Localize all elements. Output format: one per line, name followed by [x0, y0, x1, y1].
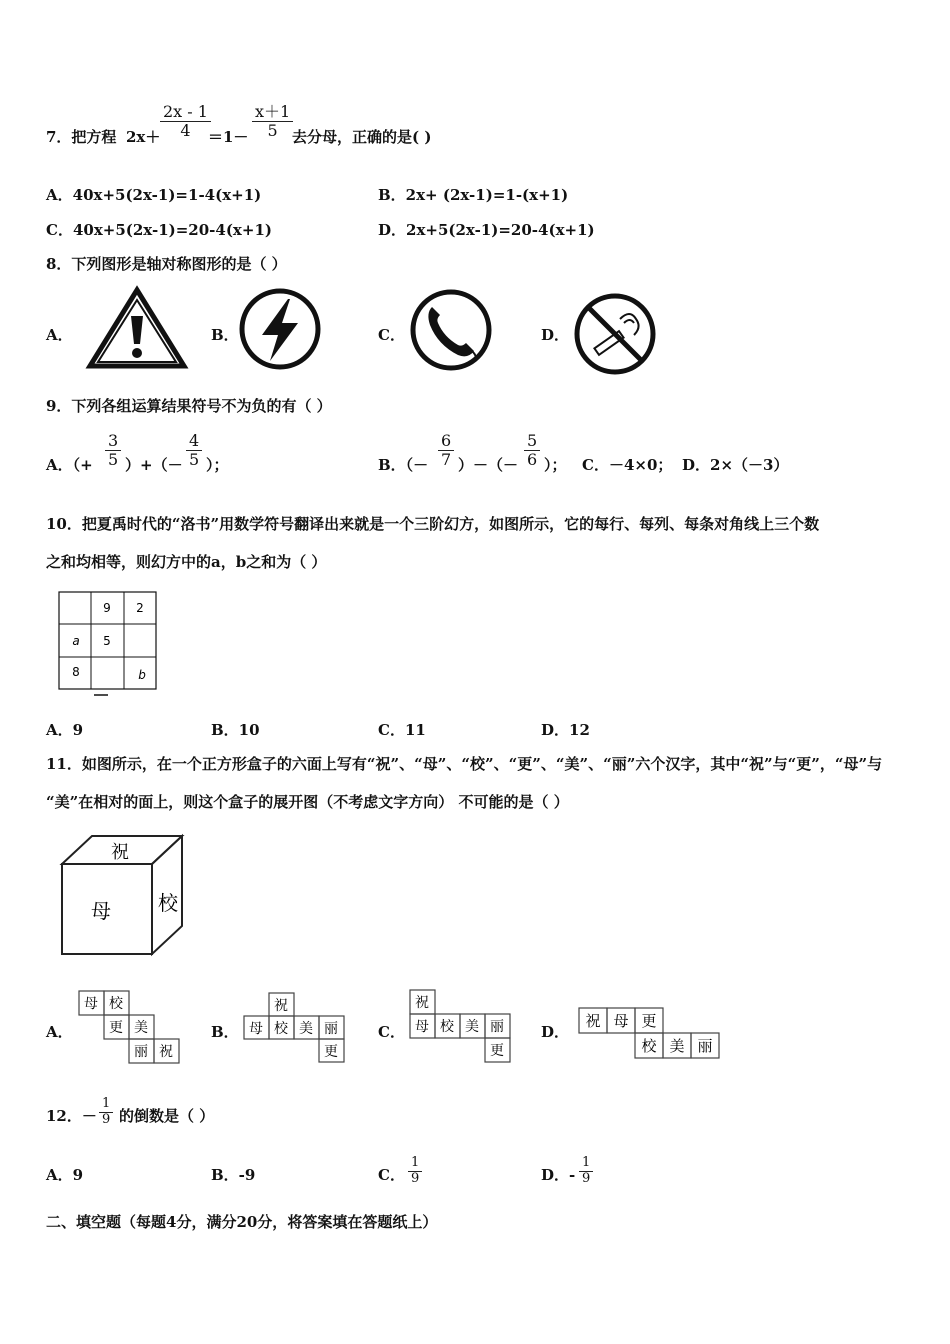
- q12-option-d-fraction: [579, 1156, 593, 1187]
- q7-stem-suffix: 去分母，正确的是( ): [292, 128, 432, 146]
- q12-prefix: 12．－: [46, 1107, 97, 1125]
- net-b-face: 祝: [274, 998, 288, 1014]
- q10-option-c[interactable]: C．11: [378, 721, 426, 739]
- q10-option-d[interactable]: D．12: [541, 721, 590, 739]
- q9-b-frac1-den: 7: [441, 450, 452, 470]
- q9-a-end: ）；: [206, 456, 229, 474]
- q11-label-b[interactable]: B．: [211, 1023, 239, 1041]
- net-d-face: 更: [641, 1012, 657, 1030]
- net-c-face: 母: [415, 1019, 429, 1035]
- q9-a-fraction-1: [105, 432, 121, 470]
- net-d-face: 美: [669, 1037, 685, 1055]
- warning-triangle-icon[interactable]: [86, 286, 188, 370]
- q9-b-fraction-1: [438, 432, 454, 470]
- q7-option-a[interactable]: A．40x+5(2x-1)=1-4(x+1): [46, 186, 262, 204]
- cube-diagram: [58, 832, 188, 958]
- net-c-face: 更: [490, 1043, 504, 1059]
- q8-stem: 8．下列图形是轴对称图形的是（ ）: [46, 255, 287, 273]
- q10-line-1: 10．把夏禹时代的“洛书”用数学符号翻译出来就是一个三阶幻方，如图所示，它的每行、每列、每条对角线上三个数: [46, 515, 820, 533]
- q12-frac-num: 1: [102, 1096, 111, 1111]
- q11-label-a[interactable]: A．: [46, 1023, 73, 1041]
- q9-a-label[interactable]: A．（+: [46, 456, 93, 474]
- q8-label-d[interactable]: D．: [541, 326, 570, 344]
- net-b: [243, 992, 347, 1066]
- q12-d-frac-den: 9: [582, 1170, 591, 1186]
- net-a-face: 美: [134, 1020, 148, 1036]
- net-d-face: 祝: [585, 1012, 601, 1030]
- q11-line-1: 11．如图所示，在一个正方形盒子的六面上写有“祝”、“母”、“校”、“更”、“美”、“丽”六个汉字，其中“祝”与“更”，“母”与: [46, 755, 883, 773]
- q9-option-c[interactable]: C．－4×0；: [582, 456, 673, 474]
- q12-c-frac-den: 9: [411, 1170, 420, 1186]
- q10-option-a[interactable]: A．9: [46, 721, 84, 739]
- no-smoking-icon[interactable]: [572, 291, 658, 377]
- q7-stem-prefix: 7．把方程: [46, 128, 117, 146]
- q7-option-d[interactable]: D．2x+5(2x-1)=20-4(x+1): [378, 221, 595, 239]
- net-b-face: 更: [324, 1044, 338, 1060]
- q9-b-label[interactable]: B．（－: [378, 456, 429, 474]
- grid-r0c2: 2: [136, 601, 144, 615]
- q9-option-d[interactable]: D．2×（－3）: [682, 456, 789, 474]
- q9-b-end: ）；: [544, 456, 567, 474]
- net-a-face: 更: [109, 1020, 123, 1036]
- net-c-face: 祝: [415, 995, 429, 1011]
- q9-a-frac2-num: 4: [189, 431, 200, 450]
- q12-d-frac-num: 1: [582, 1155, 591, 1170]
- q7-fraction-1: [160, 103, 211, 141]
- grid-r0c1: 9: [103, 601, 111, 615]
- net-a-face: 丽: [134, 1044, 148, 1060]
- q9-b-mid: ）－（－: [458, 456, 519, 474]
- lightning-circle-icon[interactable]: [238, 287, 322, 371]
- magic-square-grid: [58, 591, 158, 703]
- q9-a-mid: ）+（－: [125, 456, 183, 474]
- q10-line-2: 之和均相等，则幻方中的a，b之和为（ ）: [46, 553, 327, 571]
- q7-frac1-den: 4: [180, 121, 191, 141]
- cube-front-face: 母: [91, 899, 111, 923]
- q8-label-b[interactable]: B．: [211, 326, 239, 344]
- q12-frac-den: 9: [102, 1111, 111, 1127]
- q9-b-fraction-2: [524, 432, 540, 470]
- q9-a-frac1-den: 5: [108, 450, 119, 470]
- q8-label-c[interactable]: C．: [378, 326, 405, 344]
- q7-fraction-2: [252, 103, 293, 141]
- net-c-face: 美: [465, 1019, 479, 1035]
- q9-stem: 9．下列各组运算结果符号不为负的有（ ）: [46, 397, 332, 415]
- q8-label-a[interactable]: A．: [46, 326, 73, 344]
- net-d-face: 校: [641, 1037, 657, 1055]
- cube-side-face: 校: [158, 891, 178, 915]
- q7-option-b[interactable]: B．2x+ (2x-1)=1-(x+1): [378, 186, 569, 204]
- q12-option-a[interactable]: A．9: [46, 1166, 84, 1184]
- telephone-circle-icon[interactable]: [408, 287, 494, 373]
- net-b-face: 丽: [324, 1021, 338, 1037]
- grid-r2c2: b: [138, 668, 146, 682]
- q7-option-c[interactable]: C．40x+5(2x-1)=20-4(x+1): [46, 221, 272, 239]
- net-d-face: 丽: [697, 1037, 713, 1055]
- cube-top-face: 祝: [111, 842, 129, 863]
- grid-r2c0: 8: [72, 665, 80, 679]
- q9-b-frac2-num: 5: [527, 431, 538, 450]
- q12-fraction: [99, 1097, 113, 1128]
- net-c-face: 丽: [490, 1019, 504, 1035]
- net-a-face: 校: [109, 996, 123, 1012]
- q12-suffix: 的倒数是（ ）: [119, 1107, 215, 1125]
- net-b-face: 母: [249, 1021, 263, 1037]
- net-a-face: 祝: [159, 1044, 173, 1060]
- q12-option-c-label[interactable]: C．: [378, 1166, 405, 1184]
- net-c: [409, 989, 515, 1065]
- q7-term1: 2x＋: [126, 128, 161, 146]
- net-b-face: 美: [299, 1021, 313, 1037]
- q9-b-frac1-num: 6: [441, 431, 452, 450]
- q7-frac2-num: x＋1: [255, 102, 291, 121]
- q12-option-d-label[interactable]: D．-: [541, 1166, 576, 1184]
- grid-r1c1: 5: [103, 634, 111, 648]
- q9-a-fraction-2: [186, 432, 202, 470]
- q10-option-b[interactable]: B．10: [211, 721, 260, 739]
- grid-r1c0: a: [72, 634, 80, 648]
- q9-a-frac1-num: 3: [108, 431, 119, 450]
- section-2-heading: 二、填空题（每题4分，满分20分，将答案填在答题纸上）: [46, 1213, 438, 1231]
- net-c-face: 校: [440, 1019, 454, 1035]
- q9-b-frac2-den: 6: [527, 450, 538, 470]
- q12-option-c-fraction: [408, 1156, 422, 1187]
- q11-label-d[interactable]: D．: [541, 1023, 570, 1041]
- q12-c-frac-num: 1: [411, 1155, 420, 1170]
- q12-option-b[interactable]: B．-9: [211, 1166, 256, 1184]
- q7-frac2-den: 5: [267, 121, 278, 141]
- net-d: [578, 1007, 720, 1063]
- q7-frac1-num: 2x - 1: [163, 102, 208, 121]
- net-b-face: 校: [274, 1021, 288, 1037]
- net-d-face: 母: [613, 1012, 629, 1030]
- q7-eq: ＝1－: [208, 128, 249, 146]
- q9-a-frac2-den: 5: [189, 450, 200, 470]
- net-a: [78, 990, 182, 1068]
- q11-label-c[interactable]: C．: [378, 1023, 405, 1041]
- q11-line-2: “美”在相对的面上，则这个盒子的展开图（不考虑文字方向） 不可能的是（ ）: [46, 793, 569, 811]
- net-a-face: 母: [84, 996, 98, 1012]
